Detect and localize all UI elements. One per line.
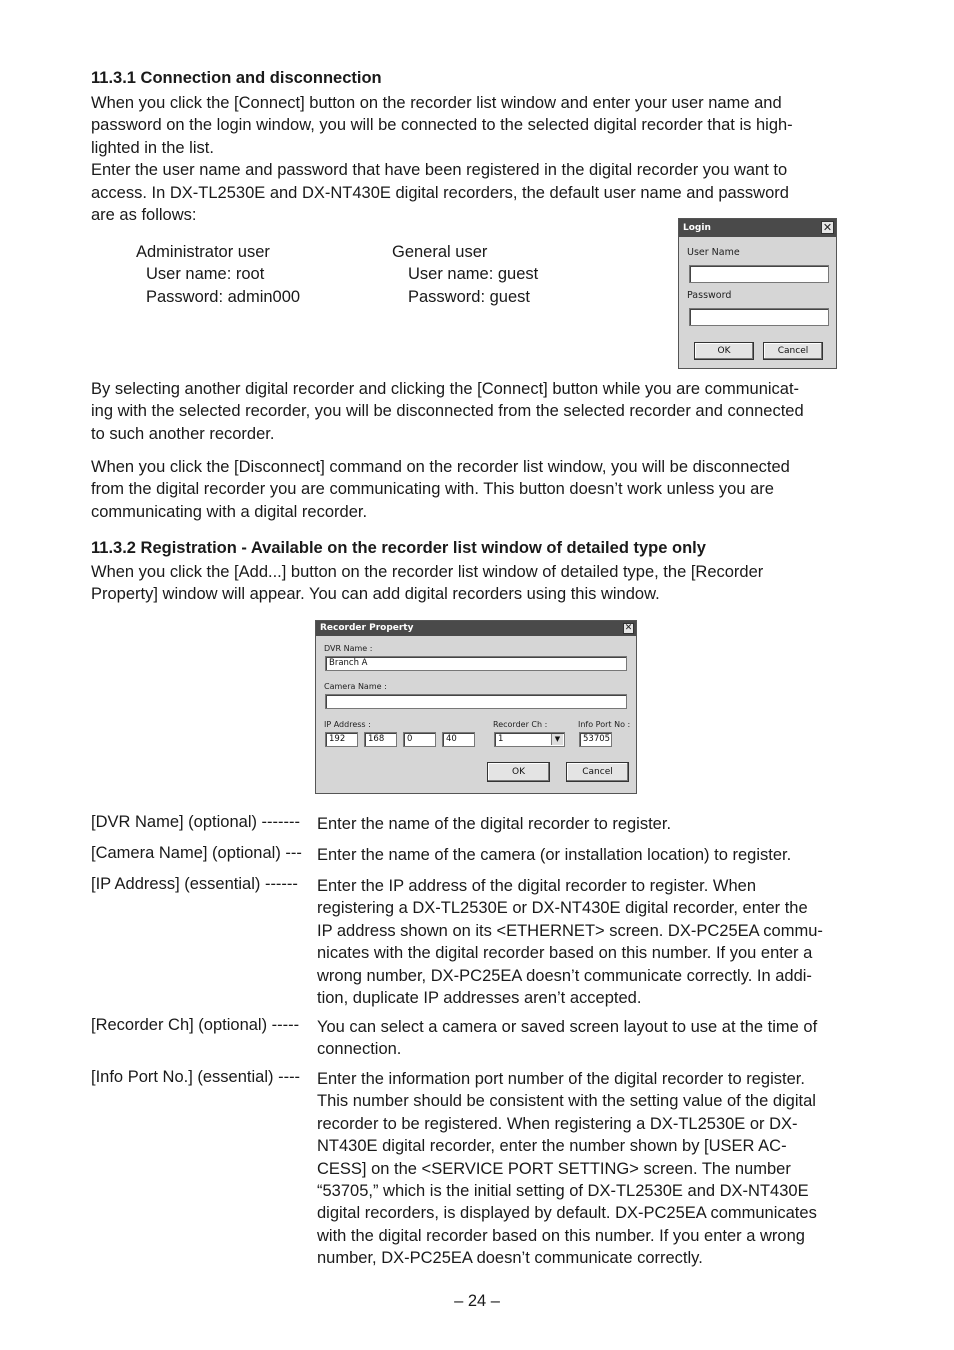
admin-title: Administrator user bbox=[136, 243, 270, 261]
close-icon[interactable]: ✕ bbox=[624, 623, 633, 633]
ip-octet-1-input[interactable]: 192 bbox=[325, 732, 358, 747]
admin-username: User name: root bbox=[146, 265, 265, 284]
general-password: Password: guest bbox=[408, 287, 530, 306]
text-line: number, DX-PC25EA doesn’t communicate correctly. bbox=[317, 1249, 703, 1268]
text-line: connection. bbox=[317, 1040, 402, 1059]
reconnect-paragraph bbox=[91, 378, 861, 445]
password-input[interactable] bbox=[689, 308, 829, 326]
ip-octet-3-input[interactable]: 0 bbox=[403, 732, 436, 747]
recorder-ch-label: Recorder Ch : bbox=[493, 720, 548, 729]
recorder-dialog-title: Recorder Property bbox=[316, 621, 636, 636]
ip-address-label: IP Address : bbox=[324, 720, 371, 729]
dvr-name-input[interactable]: Branch A bbox=[325, 656, 627, 671]
text-line: wrong number, DX-PC25EA doesn’t communicate correctly. In addi- bbox=[317, 966, 812, 985]
field-description bbox=[317, 1068, 862, 1270]
field-term: [Info Port No.] (essential) ---- bbox=[91, 1068, 301, 1086]
ip-octet-2-input[interactable]: 168 bbox=[364, 732, 397, 747]
field-term: [IP Address] (essential) ------ bbox=[91, 875, 298, 893]
username-input[interactable] bbox=[689, 265, 829, 283]
recorder-property-dialog bbox=[315, 620, 637, 794]
text-line: When you click the [Add...] button on the recorder list window of detailed type, the [Recorder bbox=[91, 563, 764, 581]
text-line: registering a DX-TL2530E or DX-NT430E digital recorder, enter the bbox=[317, 899, 808, 918]
cancel-button[interactable]: Cancel bbox=[763, 342, 823, 360]
username-label: User Name bbox=[687, 247, 740, 258]
text-line: nicates with the digital recorder based on this number. If you enter a bbox=[317, 944, 813, 963]
recorder-ch-select[interactable] bbox=[494, 732, 565, 747]
text-line: ing with the selected recorder, you will be disconnected from the selected recorder and connected bbox=[91, 402, 804, 421]
general-username: User name: guest bbox=[408, 265, 539, 284]
text-line: CESS] on the <SERVICE PORT SETTING> screen. The number bbox=[317, 1159, 791, 1178]
chevron-down-icon[interactable]: ▼ bbox=[551, 734, 563, 745]
text-line: “53705,” which is the initial setting of DX-TL2530E and DX-NT430E bbox=[317, 1182, 809, 1201]
ip-octet-4-input[interactable]: 40 bbox=[442, 732, 475, 747]
general-title: General user bbox=[392, 243, 488, 261]
text-line: from the digital recorder you are communicating with. This button doesn’t work unless you are bbox=[91, 480, 774, 499]
text-line: tion, duplicate IP addresses aren’t accepted. bbox=[317, 989, 642, 1008]
field-term: [DVR Name] (optional) ------- bbox=[91, 813, 301, 831]
general-credentials bbox=[392, 241, 538, 308]
close-icon[interactable]: ✕ bbox=[822, 221, 833, 234]
ok-button[interactable]: OK bbox=[694, 342, 754, 360]
text-line: Enter the name of the camera (or installation location) to register. bbox=[317, 846, 792, 864]
admin-password: Password: admin000 bbox=[146, 287, 301, 306]
field-description bbox=[317, 813, 862, 835]
text-line: Enter the IP address of the digital recorder to register. When bbox=[317, 877, 757, 895]
text-line: recorder to be registered. When registering a DX-TL2530E or DX- bbox=[317, 1114, 798, 1133]
camera-name-label: Camera Name : bbox=[324, 682, 387, 691]
camera-name-input[interactable] bbox=[325, 694, 627, 709]
text-line: digital recorders, is displayed by default. DX-PC25EA communicates bbox=[317, 1204, 817, 1223]
text-line: By selecting another digital recorder and clicking the [Connect] button while you are communicat- bbox=[91, 380, 800, 398]
field-description bbox=[317, 875, 862, 1009]
field-description bbox=[317, 844, 862, 866]
text-line: You can select a camera or saved screen layout to use at the time of bbox=[317, 1018, 818, 1036]
connection-intro-paragraph bbox=[91, 92, 861, 226]
text-line: Enter the name of the digital recorder to register. bbox=[317, 815, 672, 833]
login-dialog bbox=[678, 218, 837, 369]
text-line: password on the login window, you will be connected to the selected digital recorder that is high- bbox=[91, 116, 793, 135]
text-line: Property] window will appear. You can add digital recorders using this window. bbox=[91, 585, 660, 604]
admin-credentials bbox=[136, 241, 300, 308]
ok-button[interactable]: OK bbox=[487, 762, 550, 782]
text-line: lighted in the list. bbox=[91, 138, 214, 157]
text-line: to such another recorder. bbox=[91, 424, 275, 443]
login-dialog-title: Login bbox=[679, 219, 836, 237]
text-line: Enter the user name and password that have been registered in the digital recorder you want to bbox=[91, 161, 788, 180]
page-number: – 24 – bbox=[454, 1292, 500, 1310]
dvr-name-label: DVR Name : bbox=[324, 644, 373, 653]
password-label: Password bbox=[687, 290, 732, 301]
section-heading-connection: 11.3.1 Connection and disconnection bbox=[91, 69, 382, 87]
text-line: Enter the information port number of the digital recorder to register. bbox=[317, 1070, 805, 1088]
text-line: communicating with a digital recorder. bbox=[91, 502, 368, 521]
text-line: with the digital recorder based on this number. If you enter a wrong bbox=[317, 1226, 805, 1245]
field-term: [Recorder Ch] (optional) ----- bbox=[91, 1016, 300, 1034]
text-line: IP address shown on its <ETHERNET> screen. DX-PC25EA commu- bbox=[317, 921, 823, 940]
text-line: are as follows: bbox=[91, 206, 197, 225]
text-line: access. In DX-TL2530E and DX-NT430E digital recorders, the default user name and password bbox=[91, 183, 789, 202]
field-term: [Camera Name] (optional) --- bbox=[91, 844, 302, 862]
info-port-input[interactable]: 53705 bbox=[579, 732, 612, 747]
text-line: When you click the [Connect] button on the recorder list window and enter your user name and bbox=[91, 94, 782, 112]
disconnect-paragraph bbox=[91, 456, 861, 523]
recorder-ch-value: 1 bbox=[498, 734, 504, 744]
registration-paragraph bbox=[91, 561, 861, 606]
section-heading-registration: 11.3.2 Registration - Available on the recorder list window of detailed type only bbox=[91, 539, 706, 557]
info-port-label: Info Port No : bbox=[578, 720, 631, 729]
field-description bbox=[317, 1016, 862, 1061]
text-line: This number should be consistent with the setting value of the digital bbox=[317, 1092, 816, 1111]
cancel-button[interactable]: Cancel bbox=[566, 762, 629, 782]
text-line: When you click the [Disconnect] command on the recorder list window, you will be disconnected bbox=[91, 458, 790, 476]
text-line: NT430E digital recorder, enter the number shown by [USER AC- bbox=[317, 1137, 787, 1156]
